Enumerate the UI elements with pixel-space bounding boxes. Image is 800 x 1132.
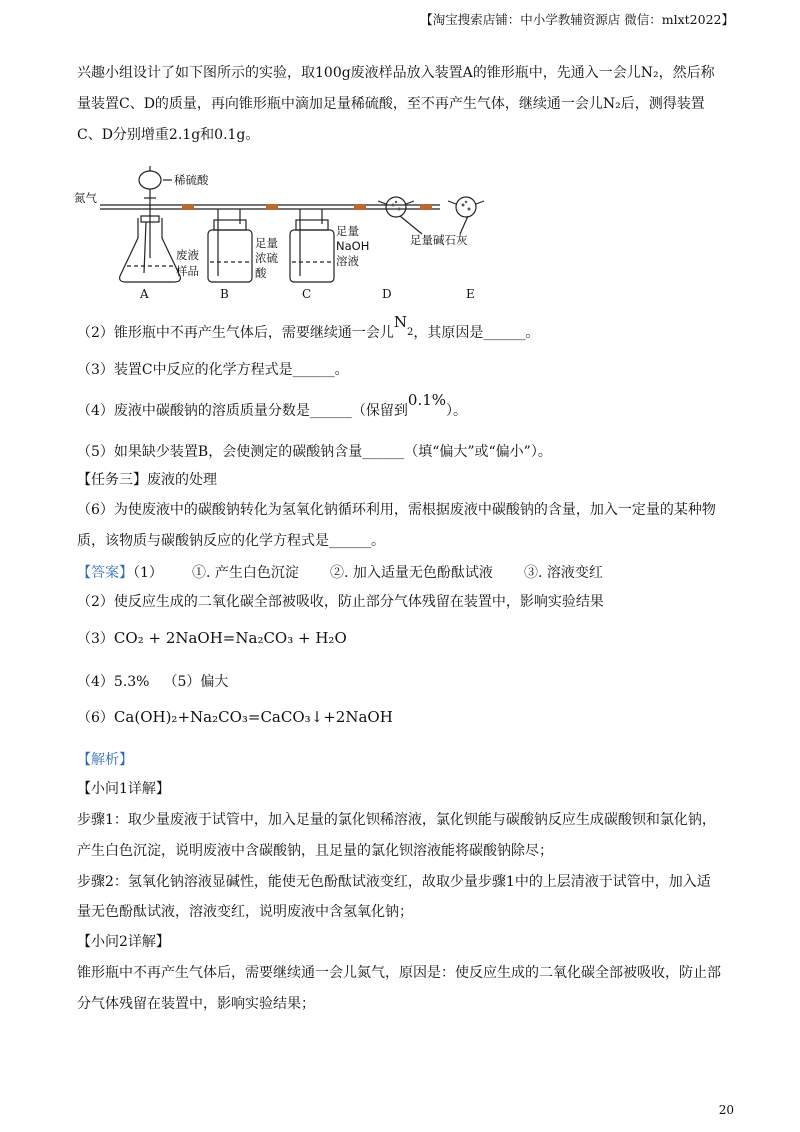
a1-item-2: ②. 加入适量无色酚酞试液: [330, 565, 493, 581]
label-b-1: 足量: [255, 236, 278, 250]
question-6-line-1: （6）为使废液中的碳酸钠转化为氢氧化钠循环利用，需根据废液中碳酸钠的含量，加入一定量的某种物: [77, 502, 716, 518]
answer-2: （2）使反应生成的二氧化碳全部被吸收，防止部分气体残留在装置中，影响实验结果: [77, 594, 604, 610]
answer-3: [77, 628, 347, 649]
label-c-1: 足量: [336, 224, 359, 238]
label-b-2: 浓硫: [255, 251, 278, 265]
question-4: [77, 391, 468, 421]
q2-subscript: 2: [407, 327, 414, 338]
label-a: A: [140, 287, 149, 301]
page-number: 20: [718, 1103, 734, 1117]
a1-item-1: ①. 产生白色沉淀: [192, 565, 299, 581]
a4: （4）5.3%: [77, 674, 150, 690]
label-b-3: 酸: [255, 266, 267, 280]
intro-line-2: 量装置C、D的质量，再向锥形瓶中滴加足量稀硫酸，至不再产生气体，继续通一会儿N₂后，测得装置: [77, 96, 705, 112]
question-5: （5）如果缺少装置B，会使测定的碳酸钠含量______（填“偏大”或“偏小”）。: [77, 444, 552, 460]
label-c: C: [302, 287, 312, 301]
label-soda-lime: 足量碱石灰: [410, 233, 468, 247]
analysis-s2-title: 【小问2详解】: [77, 934, 170, 950]
q4-prefix: （4）废液中碳酸钠的溶质质量分数是______（保留到: [77, 403, 408, 419]
label-waste-1: 废液: [176, 248, 199, 262]
a3-equation: CO₂ + 2NaOH=Na₂CO₃ + H₂O: [113, 629, 347, 647]
analysis-tag: 【解析】: [77, 752, 133, 768]
a1-item-3: ③. 溶液变红: [524, 565, 603, 581]
analysis-s2-line-2: 分气体残留在装置中，影响实验结果；: [77, 996, 315, 1012]
a6-number: （6）: [77, 710, 114, 726]
q4-suffix: ）。: [446, 403, 468, 419]
intro-line-1: 兴趣小组设计了如下图所示的实验，取100g废液样品放入装置A的锥形瓶中，先通入一会儿N₂，然后称: [77, 65, 715, 81]
q2-prefix: （2）锥形瓶中不再产生气体后，需要继续通一会儿: [77, 325, 394, 341]
apparatus-svg: [70, 158, 500, 308]
analysis-s1-line-4: 量无色酚酞试液，溶液变红，说明废液中含氢氧化钠；: [77, 904, 413, 920]
question-2: [77, 313, 540, 345]
q2-formula: N: [393, 313, 408, 331]
a5: （5）偏大: [163, 674, 229, 690]
answer-6: [77, 707, 393, 728]
analysis-s1-line-3: 步骤2：氢氧化钠溶液显碱性，能使无色酚酞试液变红，故取少量步骤1中的上层清液于试管中，加入适: [77, 874, 711, 890]
apparatus-diagram: [70, 158, 500, 308]
label-nitrogen: 氮气: [74, 191, 97, 205]
label-d: D: [382, 287, 392, 301]
q4-precision: 0.1%: [407, 391, 447, 409]
intro-line-3: C、D分别增重2.1g和0.1g。: [77, 127, 260, 143]
label-c-2: NaOH: [336, 239, 370, 253]
label-e: E: [466, 287, 475, 301]
a3-number: （3）: [77, 631, 114, 647]
task-3-heading: 【任务三】废液的处理: [77, 472, 217, 488]
analysis-s1-line-2: 产生白色沉淀，说明废液中含碳酸钠，且足量的氯化钡溶液能将碳酸钠除尽；: [77, 843, 553, 859]
label-c-3: 溶液: [336, 254, 359, 268]
analysis-s2-line-1: 锥形瓶中不再产生气体后，需要继续通一会儿氮气，原因是：使反应生成的二氧化碳全部被吸收，防止部: [77, 965, 721, 981]
answer-tag: 【答案】: [77, 565, 133, 581]
question-6-line-2: 质，该物质与碳酸钠反应的化学方程式是______。: [77, 533, 385, 549]
label-dilute-acid: 稀硫酸: [174, 173, 209, 187]
answer-1: [77, 563, 603, 583]
label-waste-2: 样品: [176, 264, 199, 278]
analysis-s1-title: 【小问1详解】: [77, 781, 170, 797]
question-3: （3）装置C中反应的化学方程式是______。: [77, 362, 349, 378]
a6-equation: Ca(OH)₂+Na₂CO₃=CaCO₃↓+2NaOH: [113, 708, 393, 726]
q2-suffix: ，其原因是______。: [413, 325, 540, 341]
a1-number: （1）: [133, 565, 163, 581]
label-b: B: [220, 287, 229, 301]
analysis-s1-line-1: 步骤1：取少量废液于试管中，加入足量的氯化钡稀溶液，氯化钡能与碳酸钠反应生成碳酸钡和氯化钠，: [77, 812, 716, 828]
page-header: 【淘宝搜索店铺：中小学教辅资源店 微信：mlxt2022】: [420, 12, 734, 27]
answer-4-5: [77, 672, 228, 692]
